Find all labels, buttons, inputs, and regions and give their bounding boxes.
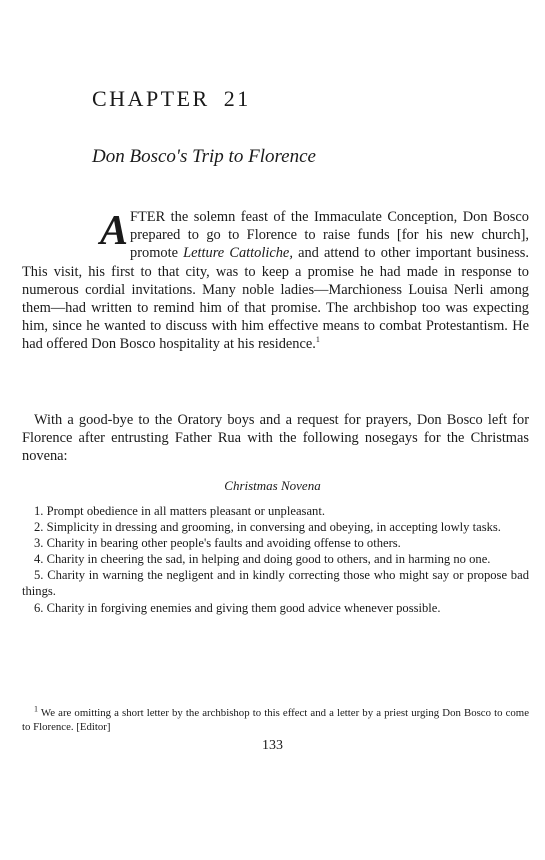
- chapter-subtitle: Don Bosco's Trip to Florence: [92, 146, 316, 167]
- list-item: 6. Charity in forgiving enemies and giving them good advice whenever possible.: [34, 600, 441, 615]
- paragraph-1-text-b: and attend to other important business. This visit, his first to that city, was to keep a promise he had made in response to numerous cordial invitations. Many noble ladies—Marchioness Louisa Nerli among them—had written to remind him of that promise. The archbishop too was expecting him, since he wanted to discuss with him effective means to combat Protestantism. He had offered Don Bosco hospitality at his residence.: [22, 245, 529, 353]
- list-item: 4. Charity in cheering the sad, in helping and doing good to others, and in harming no one.: [34, 552, 491, 567]
- footnote: [22, 706, 529, 734]
- paragraph-2: With a good-bye to the Oratory boys and a request for prayers, Don Bosco left for Florence after entrusting Father Rua with the following nosegays for the Christmas novena:: [22, 412, 529, 465]
- list-item: 1. Prompt obedience in all matters pleasant or unpleasant.: [34, 504, 325, 518]
- list-item: 3. Charity in bearing other people's faults and avoiding offense to others.: [34, 536, 401, 551]
- footnote-number: 1: [34, 704, 38, 714]
- list-item: 5. Charity in warning the negligent and in kindly correcting those who might say or propose bad things.: [22, 568, 529, 599]
- list-item: 2. Simplicity in dressing and grooming, in conversing and obeying, in accepting lowly tasks.: [34, 520, 501, 535]
- paragraph-1-italic: Letture Cattoliche,: [183, 245, 293, 262]
- novena-heading: Christmas Novena: [224, 478, 321, 493]
- paragraph-1-text-a: FTER the solemn feast of the Immaculate Conception, Don Bosco prepared to go to Florence to raise funds [for his new church], promote: [130, 209, 529, 262]
- footnote-text: We are omitting a short letter by the archbishop to this effect and a letter by a priest urging Don Bosco to come to Florence. [Editor]: [22, 707, 529, 733]
- page-number: 133: [262, 738, 283, 753]
- paragraph-1: [22, 208, 529, 354]
- chapter-title: CHAPTER 21: [92, 86, 251, 111]
- footnote-marker: 1: [315, 335, 320, 345]
- novena-list: [22, 503, 529, 616]
- drop-cap: A: [100, 208, 129, 254]
